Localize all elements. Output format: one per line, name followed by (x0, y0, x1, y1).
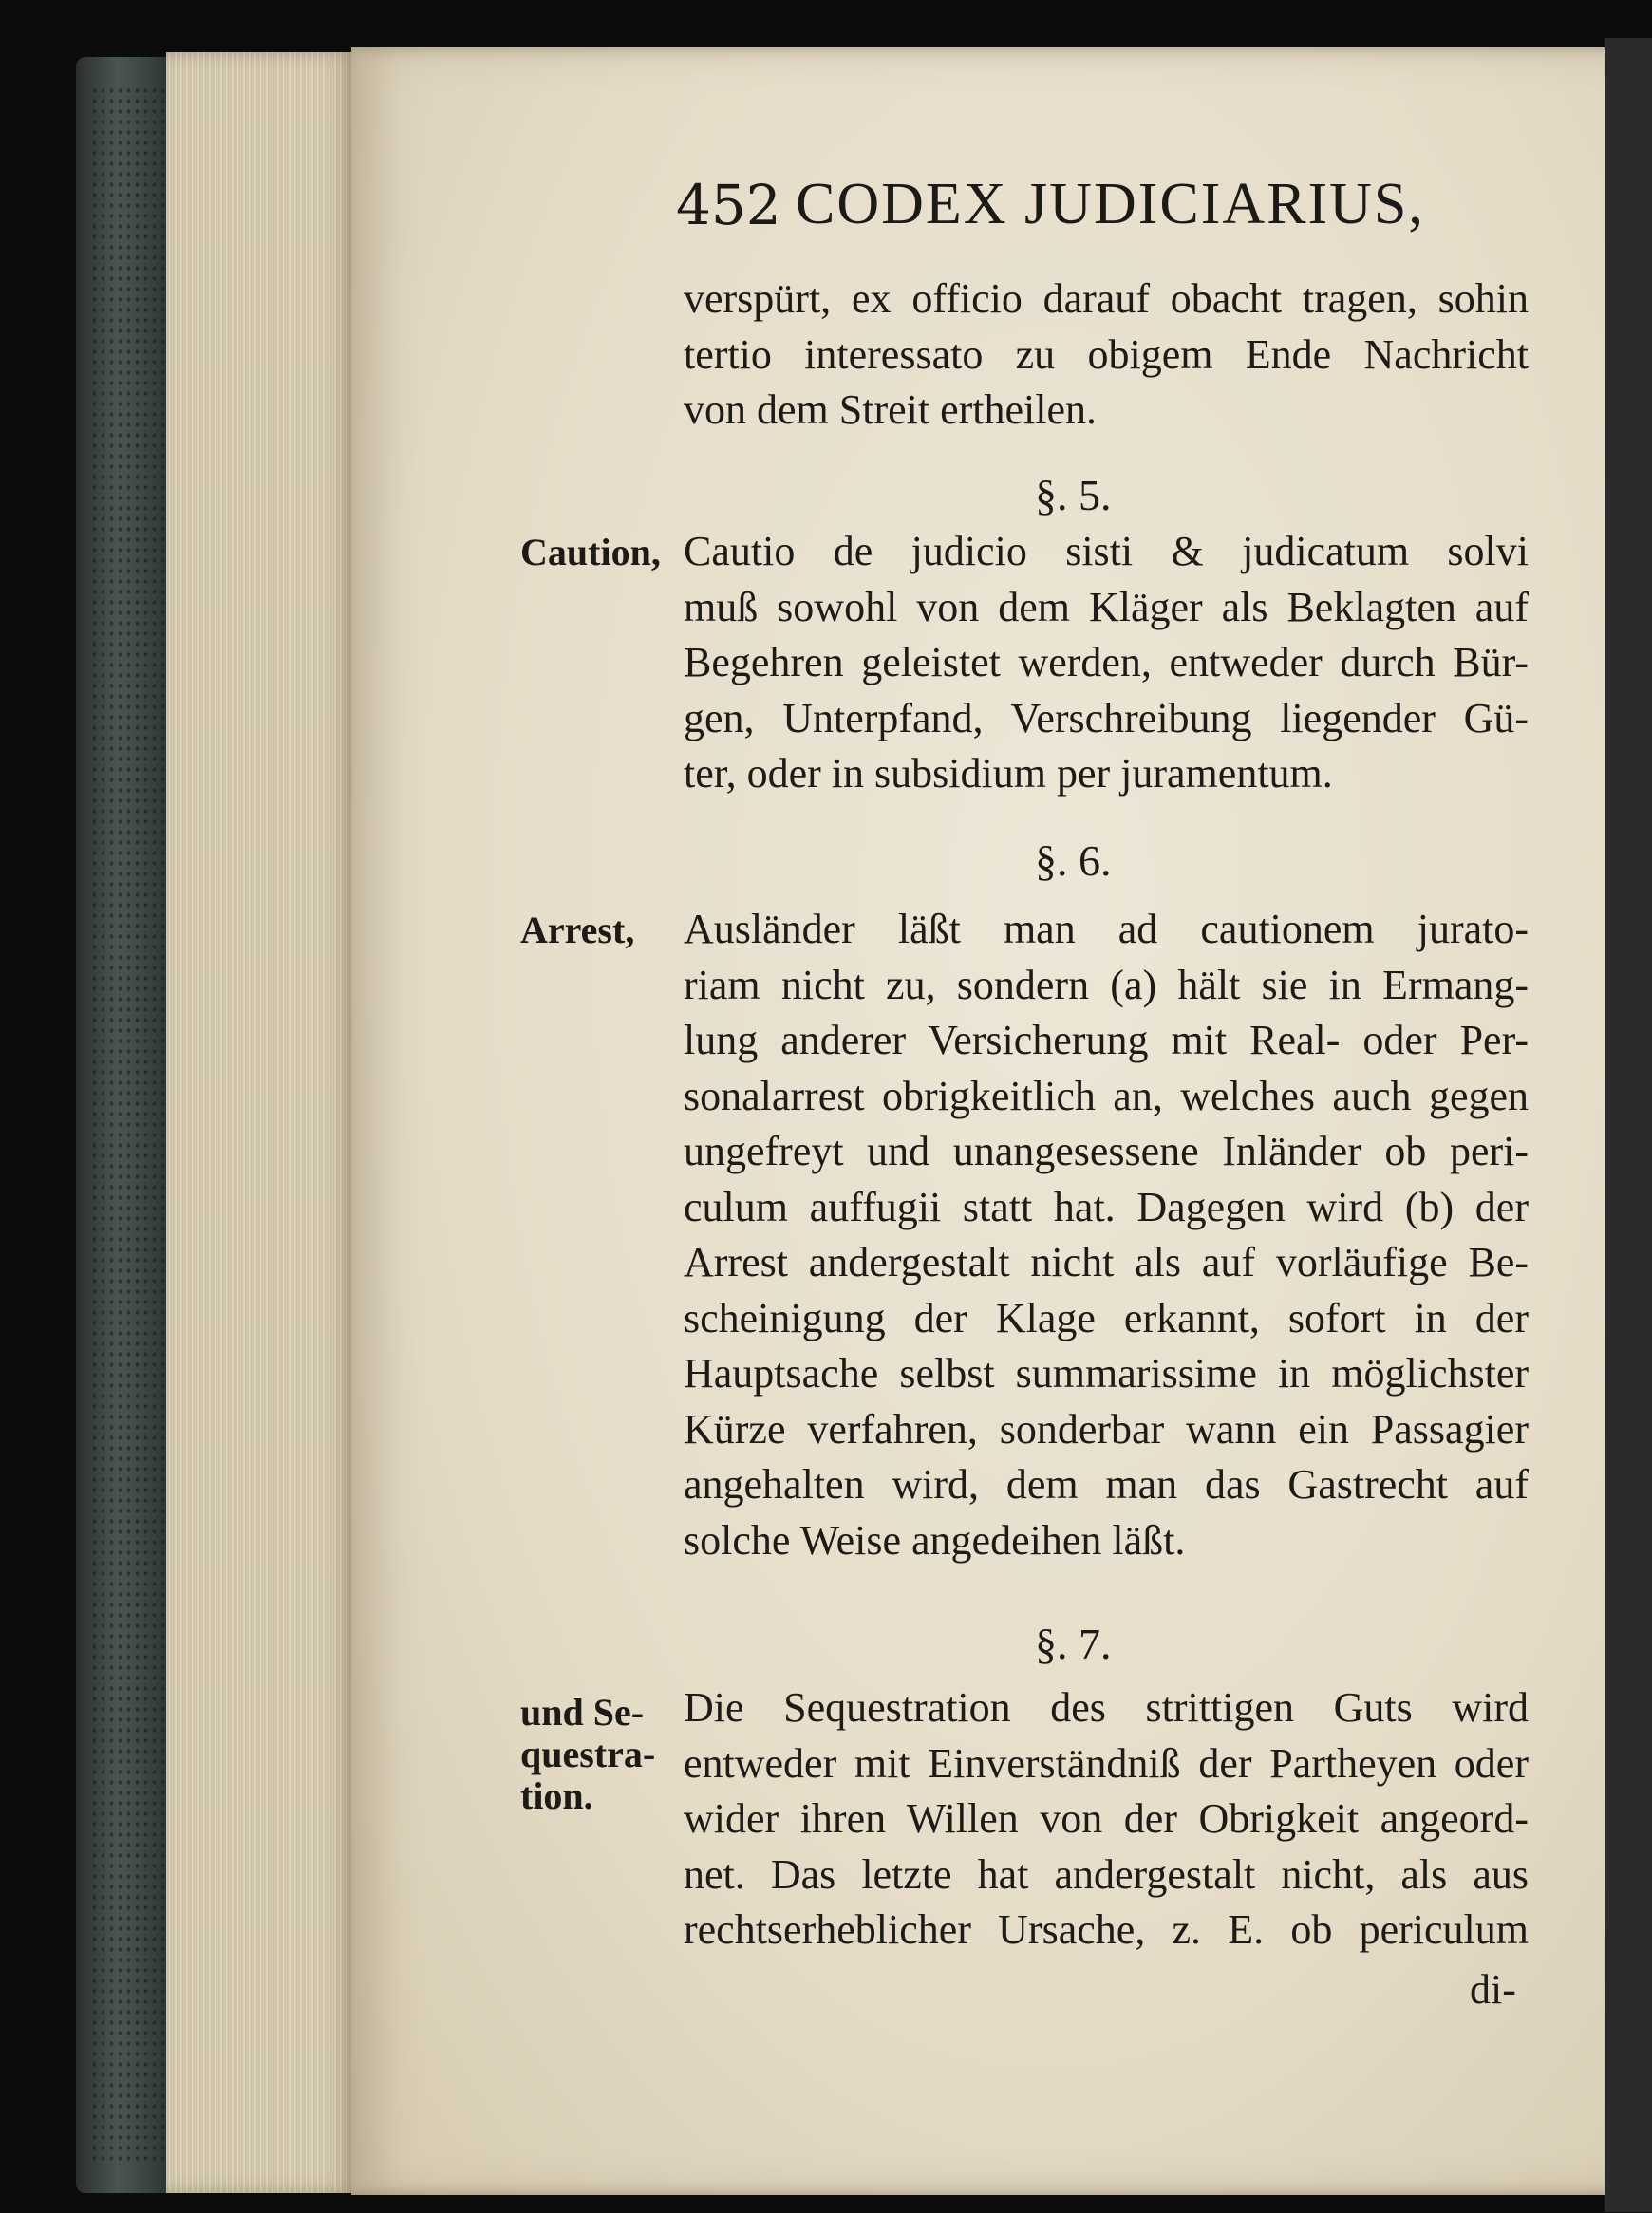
text-line: ter, oder in subsidium per juramentum. (684, 750, 1333, 797)
section-6-paragraph (684, 902, 1529, 1568)
text-line: solche Weise angedeihen läßt. (684, 1516, 1186, 1564)
text-line: lung anderer Versicherung mit Real- oder Per- (684, 1017, 1529, 1063)
text-line: gen, Unterpfand, Verschreibung liegender Gü- (684, 694, 1529, 741)
section-7-heading: §. 7. (1035, 1620, 1112, 1668)
facing-page-gutter (1605, 38, 1652, 2212)
margin-note-line: und Se- (520, 1691, 645, 1734)
text-line: Cautio de judicio sisti & judicatum solvi (684, 528, 1529, 574)
cover-speckle (90, 85, 166, 2165)
text-line: muß sowohl von dem Kläger als Beklagten auf (684, 583, 1529, 630)
text-line: verspürt, ex officio darauf obacht tragen, sohin (684, 275, 1529, 322)
text-line: tertio interessato zu obigem Ende Nachricht (684, 330, 1529, 378)
text-line: wider ihren Willen von der Obrigkeit angeord- (684, 1795, 1529, 1842)
text-line: rechtserheblicher Ursache, z. E. ob periculum (684, 1906, 1529, 1953)
text-line: Arrest andergestalt nicht als auf vorläufige Be- (684, 1239, 1529, 1285)
text-line: entweder mit Einverständniß der Partheyen oder (684, 1739, 1529, 1787)
text-line: von dem Streit ertheilen. (684, 386, 1097, 433)
text-line: sonalarrest obrigkeitlich an, welches auch gegen (684, 1072, 1529, 1119)
margin-note-sequestration (520, 1692, 655, 1817)
margin-note-arrest: Arrest, (520, 909, 635, 951)
text-line: Hauptsache selbst summarissime in möglichster (684, 1350, 1529, 1397)
running-head: CODEX JUDICIARIUS, (796, 172, 1425, 236)
margin-note-line: questra- (520, 1733, 656, 1775)
catchword: di- (1470, 1966, 1516, 2013)
section-6-heading: §. 6. (1035, 836, 1112, 885)
text-line: ungefreyt und unangesessene Inländer ob peri- (684, 1128, 1529, 1174)
text-line: Begehren geleistet werden, entweder durch Bür- (684, 639, 1529, 685)
page-edges (166, 52, 356, 2193)
text-line: Die Sequestration des strittigen Guts wird (684, 1684, 1529, 1731)
text-line: scheinigung der Klage erkannt, sofort in der (684, 1294, 1529, 1341)
section-5-paragraph (684, 524, 1529, 802)
text-line: Ausländer läßt man ad cautionem jurato- (684, 906, 1529, 952)
page-number: 452 (676, 173, 781, 237)
text-line: net. Das letzte hat andergestalt nicht, als aus (684, 1850, 1529, 1898)
section-7-paragraph (684, 1680, 1529, 1959)
intro-paragraph (684, 272, 1529, 439)
section-5-heading: §. 5. (1035, 471, 1112, 519)
text-line: culum auffugii statt hat. Dagegen wird (b) der (684, 1183, 1529, 1230)
text-line: Kürze verfahren, sonderbar wann ein Passagier (684, 1405, 1529, 1453)
text-line: angehalten wird, dem man das Gastrecht auf (684, 1461, 1529, 1508)
text-line: riam nicht zu, sondern (a) hält sie in Ermang- (684, 961, 1529, 1008)
margin-note-line: tion. (520, 1774, 593, 1817)
margin-note-caution: Caution, (520, 531, 661, 573)
